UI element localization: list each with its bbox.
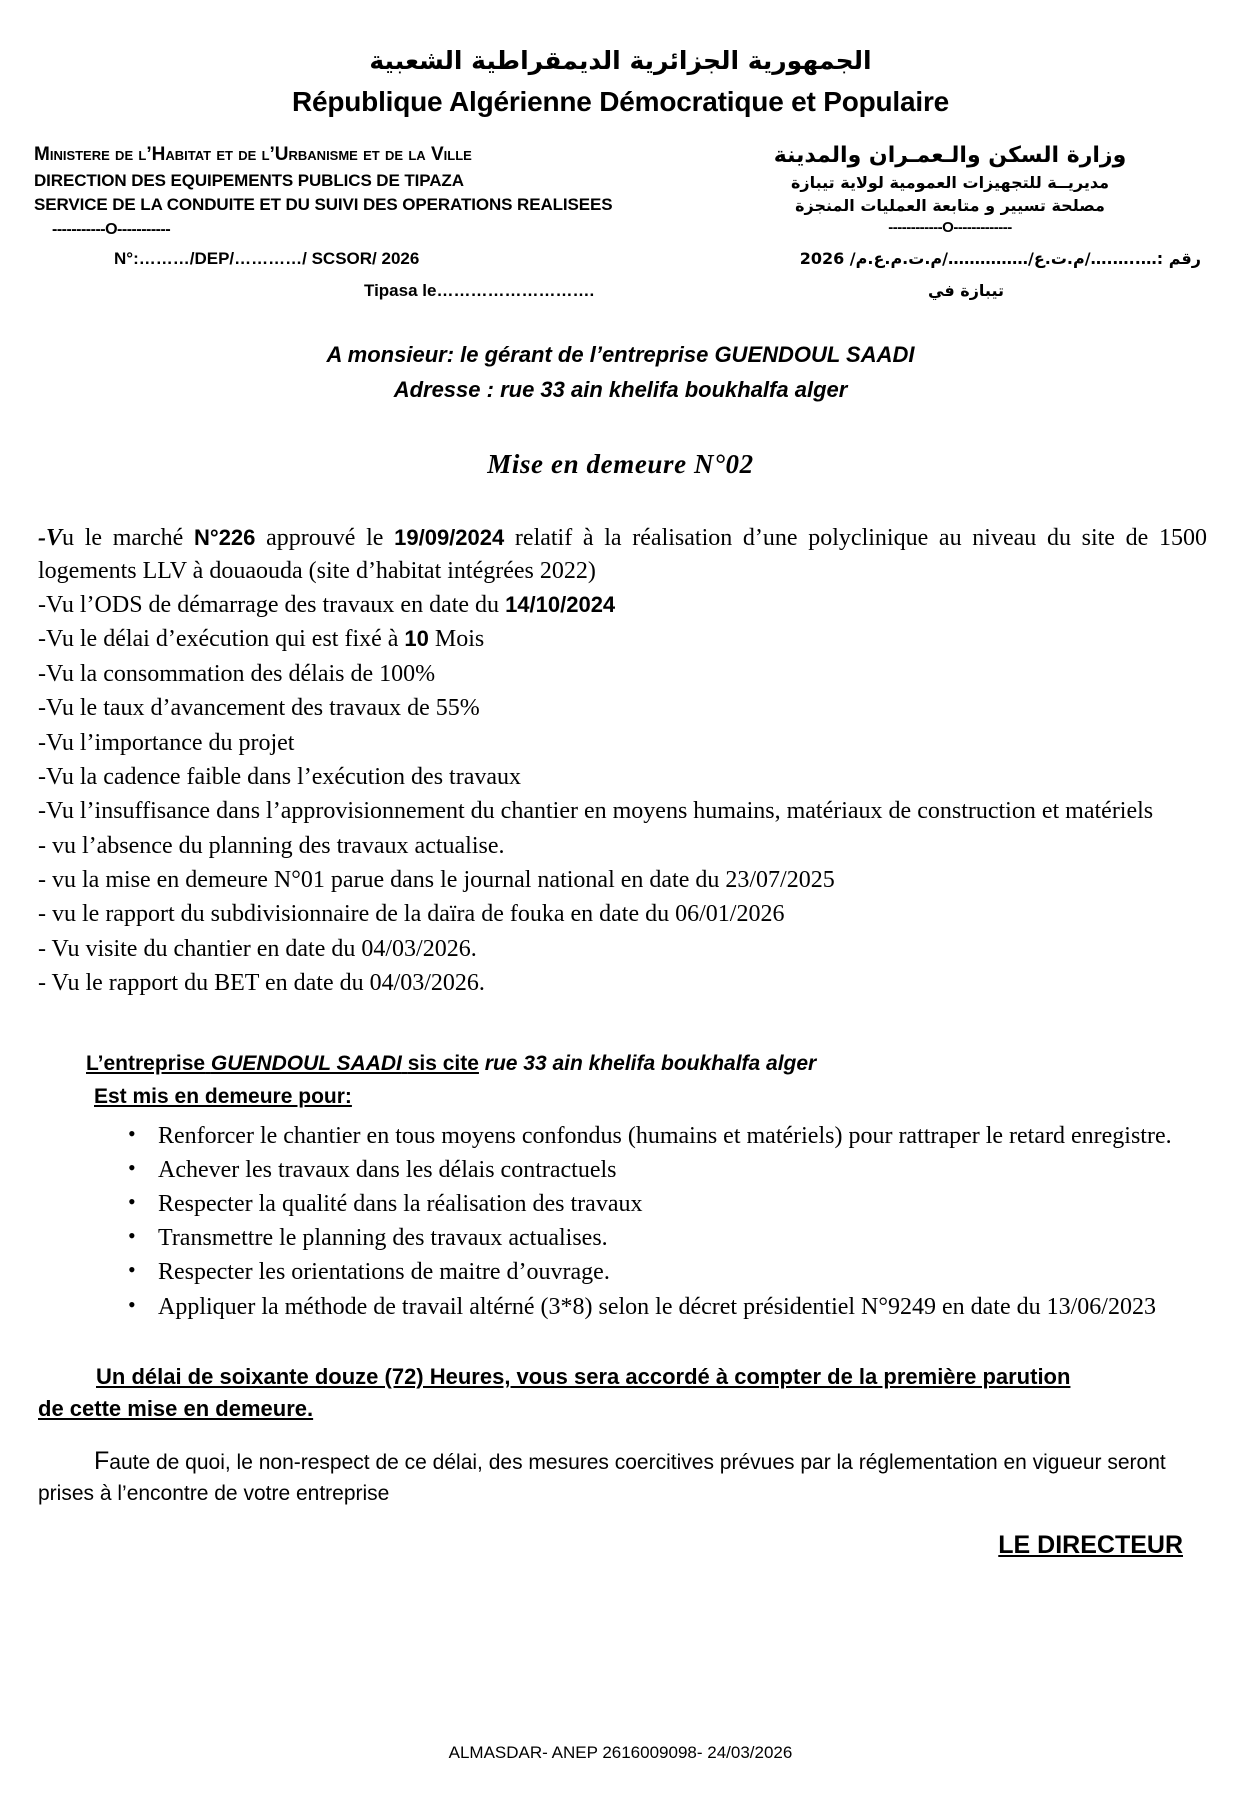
enterprise-line <box>86 1048 1241 1080</box>
addressee-block <box>0 337 1241 407</box>
ods-date: 14/10/2024 <box>505 591 616 617</box>
clause-text-unit: Mois <box>428 626 485 653</box>
clause-text-b: approuvé le <box>255 525 395 552</box>
clause-item: - vu la mise en demeure N°01 parue dans le journal national en date du 23/07/2025 <box>38 867 835 894</box>
document-page <box>0 46 1241 1801</box>
clause-item: -Vu l’insuffisance dans l’approvisionnement du chantier en moyens humains, matériaux de construction et matériels <box>38 798 1154 825</box>
signature-block: LE DIRECTEUR <box>998 1531 1183 1560</box>
enterprise-address: rue 33 ain khelifa boukhalfa alger <box>484 1051 817 1075</box>
list-item: • Renforcer le chantier en tous moyens confondus (humains et matériels) pour rattraper le retard enregistre. <box>122 1121 1241 1152</box>
service-name-french: SERVICE DE LA CONDUITE ET DU SUIVI DES OPERATIONS REALISEES <box>34 194 613 214</box>
clause-item: - Vu le rapport du BET en date du 04/03/2026. <box>38 970 485 997</box>
administrative-header-arabic <box>695 141 1205 236</box>
ministry-name-french: Ministere de l’Habitat et de l’Urbanisme et de la Ville <box>34 144 472 165</box>
document-title: Mise en demeure N°02 <box>487 449 754 480</box>
clauses-block <box>0 522 1241 999</box>
separator-ornament-arabic: -------------O------------ <box>888 219 1012 237</box>
clause-text: -Vu le délai d’exécution qui est fixé à <box>38 626 405 653</box>
place-date-row <box>0 281 1241 301</box>
national-header-arabic: الجمهورية الجزائرية الديمقراطية الشعبية <box>369 46 872 75</box>
clause-item <box>38 522 1207 587</box>
reference-number-row <box>0 249 1241 269</box>
enterprise-label: L’entreprise <box>86 1051 206 1075</box>
delay-line-1: Un délai de soixante douze (72) Heures, vous sera accordé à compter de la première parution <box>96 1363 1071 1389</box>
list-item: • Achever les travaux dans les délais contractuels <box>122 1155 1241 1186</box>
administrative-header <box>0 141 1241 239</box>
national-header-french: République Algérienne Démocratique et Populaire <box>291 86 950 117</box>
consequence-text: aute de quoi, le non-respect de ce délai, des mesures coercitives prévues par la réglementation en vigueur seront prises à l’encontre de votre entreprise <box>38 1450 1166 1505</box>
clause-item: - vu le rapport du subdivisionnaire de la daïra de fouka en date du 06/01/2026 <box>38 901 785 928</box>
clause-item: -Vu la cadence faible dans l’exécution des travaux <box>38 763 521 790</box>
notice-text: Est mis en demeure pour: <box>94 1085 352 1109</box>
clause-item: -Vu le taux d’avancement des travaux de 55% <box>38 695 480 722</box>
list-item: • Respecter la qualité dans la réalisation des travaux <box>122 1189 1241 1220</box>
reference-number-french: N°:………/DEP/…………/ SCSOR/ 2026 <box>114 248 420 268</box>
place-date-french: Tipasa le………………………. <box>364 280 595 300</box>
clause-item <box>38 589 1207 621</box>
enterprise-sis-cite: sis cite <box>407 1051 479 1075</box>
list-item: • Transmettre le planning des travaux actualises. <box>122 1223 1241 1254</box>
service-name-arabic: مصلحة تسيير و متابعة العمليات المنجزة <box>795 195 1105 215</box>
addressee-name-line: A monsieur: le gérant de l’entreprise GUENDOUL SAADI <box>326 341 915 367</box>
reference-number-arabic: رقم :…..….…/م.ت.ع/……………/م.ت.م.ع.م/ 2026 <box>799 248 1201 268</box>
clause-prefix: -V <box>38 525 62 552</box>
clause-text-c: relatif à la réalisation d’une polyclinique au niveau du site de 1500 logements LLV à douaouda (site d’habitat intégrées 2022) <box>38 525 1207 584</box>
marche-approval-date: 19/09/2024 <box>394 525 505 551</box>
clause-item: -Vu la consommation des délais de 100% <box>38 660 436 687</box>
consequence-dropcap: F <box>94 1446 110 1475</box>
place-date-arabic: تيبازة في <box>928 280 1004 300</box>
direction-name-arabic: مديريــة للتجهيزات العمومية لولاية تيبازة <box>790 172 1110 192</box>
delay-line-2: de cette mise en demeure. <box>38 1395 314 1421</box>
enterprise-notice-line <box>86 1081 1241 1113</box>
marche-number: N°226 <box>194 525 256 551</box>
enterprise-name: GUENDOUL SAADI <box>210 1051 402 1075</box>
direction-name-french: DIRECTION DES EQUIPEMENTS PUBLICS DE TIPAZA <box>34 170 464 190</box>
separator-ornament-french: -----------O----------- <box>52 220 171 238</box>
clause-item: -Vu l’importance du projet <box>38 729 295 756</box>
addressee-address-line: Adresse : rue 33 ain khelifa boukhalfa alger <box>393 376 848 402</box>
list-item: • Appliquer la méthode de travail altérné (3*8) selon le décret présidentiel N°9249 en date du 13/06/2023 <box>122 1292 1241 1323</box>
clause-item: - Vu visite du chantier en date du 04/03/2026. <box>38 935 477 962</box>
clause-text: -Vu l’ODS de démarrage des travaux en date du <box>38 591 506 618</box>
orders-list <box>0 1121 1241 1323</box>
delai-months: 10 <box>404 626 429 652</box>
clause-item: - vu l’absence du planning des travaux actualise. <box>38 832 505 859</box>
administrative-header-french <box>34 141 654 239</box>
clause-item <box>38 623 1207 655</box>
list-item: • Respecter les orientations de maitre d’ouvrage. <box>122 1257 1241 1288</box>
clause-text-a: u le marché <box>62 525 195 552</box>
consequence-paragraph <box>0 1443 1241 1510</box>
delay-statement <box>0 1361 1241 1425</box>
footer-reference: ALMASDAR- ANEP 2616009098- 24/03/2026 <box>448 1743 793 1762</box>
ministry-name-arabic: وزارة السكن والـعمـران والمدينة <box>773 143 1127 168</box>
enterprise-block <box>0 1048 1241 1113</box>
